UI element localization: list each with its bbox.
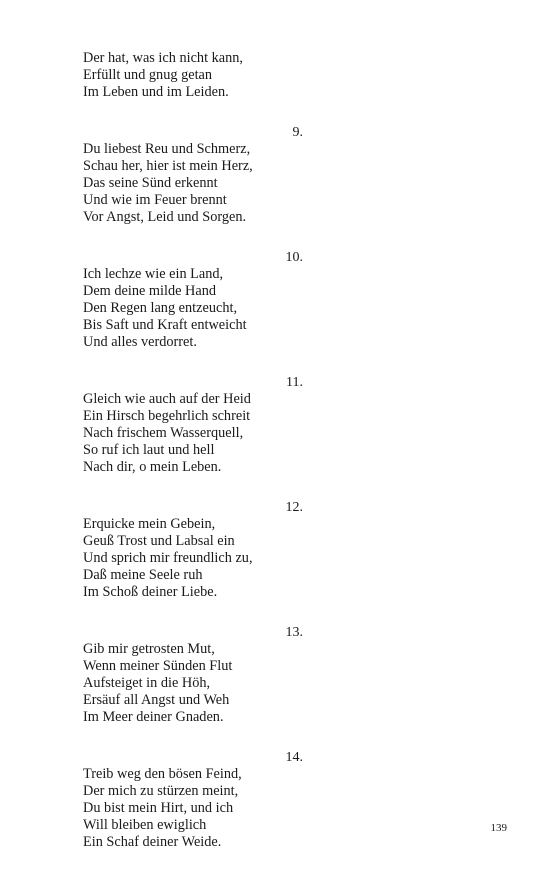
verse-line: Schau her, hier ist mein Herz, [83,158,253,174]
stanza [83,624,343,726]
stanza [83,374,343,476]
stanza [83,249,343,351]
poem [83,50,343,851]
stanza-number: 11. [286,375,303,390]
verse-line: Bis Saft und Kraft entweicht [83,317,247,333]
verse-line: So ruf ich laut und hell [83,442,215,458]
verse-line: Und wie im Feuer brennt [83,192,227,208]
stanza-lines [83,266,343,351]
verse-line: Und alles verdorret. [83,334,197,350]
verse-line: Im Leben und im Leiden. [83,84,229,100]
stanza-number: 10. [285,250,303,265]
stanza-lines [83,766,343,851]
verse-line: Im Schoß deiner Liebe. [83,584,218,600]
verse-line: Treib weg den bösen Feind, [83,766,242,782]
verse-line: Ersäuf all Angst und Weh [83,692,230,708]
verse-line: Und sprich mir freundlich zu, [83,550,253,566]
verse-line: Vor Angst, Leid und Sorgen. [83,209,247,225]
verse-line: Daß meine Seele ruh [83,567,203,583]
verse-line: Dem deine milde Hand [83,283,217,299]
stanza-lines [83,391,343,476]
verse-line: Erfüllt und gnug getan [83,67,213,83]
verse-line: Du liebest Reu und Schmerz, [83,141,251,157]
verse-line: Erquicke mein Gebein, [83,516,216,532]
stanza [83,499,343,601]
verse-line: Ein Schaf deiner Weide. [83,834,222,850]
verse-line: Du bist mein Hirt, und ich [83,800,234,816]
stanza [83,124,343,226]
verse-line: Das seine Sünd erkennt [83,175,218,191]
stanza-lines [83,641,343,726]
verse-line: Der mich zu stürzen meint, [83,783,239,799]
stanza-number: 14. [285,750,303,765]
verse-line: Gleich wie auch auf der Heid [83,391,251,407]
stanza-lines [83,516,343,601]
stanza-number: 9. [292,125,303,140]
verse-line: Will bleiben ewiglich [83,817,207,833]
stanza-number: 12. [285,500,303,515]
verse-line: Den Regen lang entzeucht, [83,300,238,316]
verse-line: Im Meer deiner Gnaden. [83,709,224,725]
stanza-lines [83,50,343,101]
verse-line: Nach frischem Wasserquell, [83,425,244,441]
verse-line: Geuß Trost und Labsal ein [83,533,235,549]
verse-line: Der hat, was ich nicht kann, [83,50,243,66]
verse-line: Wenn meiner Sünden Flut [83,658,233,674]
stanza-lines [83,141,343,226]
stanza [83,50,343,101]
verse-line: Ich lechze wie ein Land, [83,266,224,282]
verse-line: Aufsteiget in die Höh, [83,675,211,691]
verse-line: Gib mir getrosten Mut, [83,641,215,657]
stanza-number: 13. [285,625,303,640]
stanza [83,749,343,851]
verse-line: Ein Hirsch begehrlich schreit [83,408,251,424]
verse-line: Nach dir, o mein Leben. [83,459,222,475]
page-number: 139 [490,822,507,834]
